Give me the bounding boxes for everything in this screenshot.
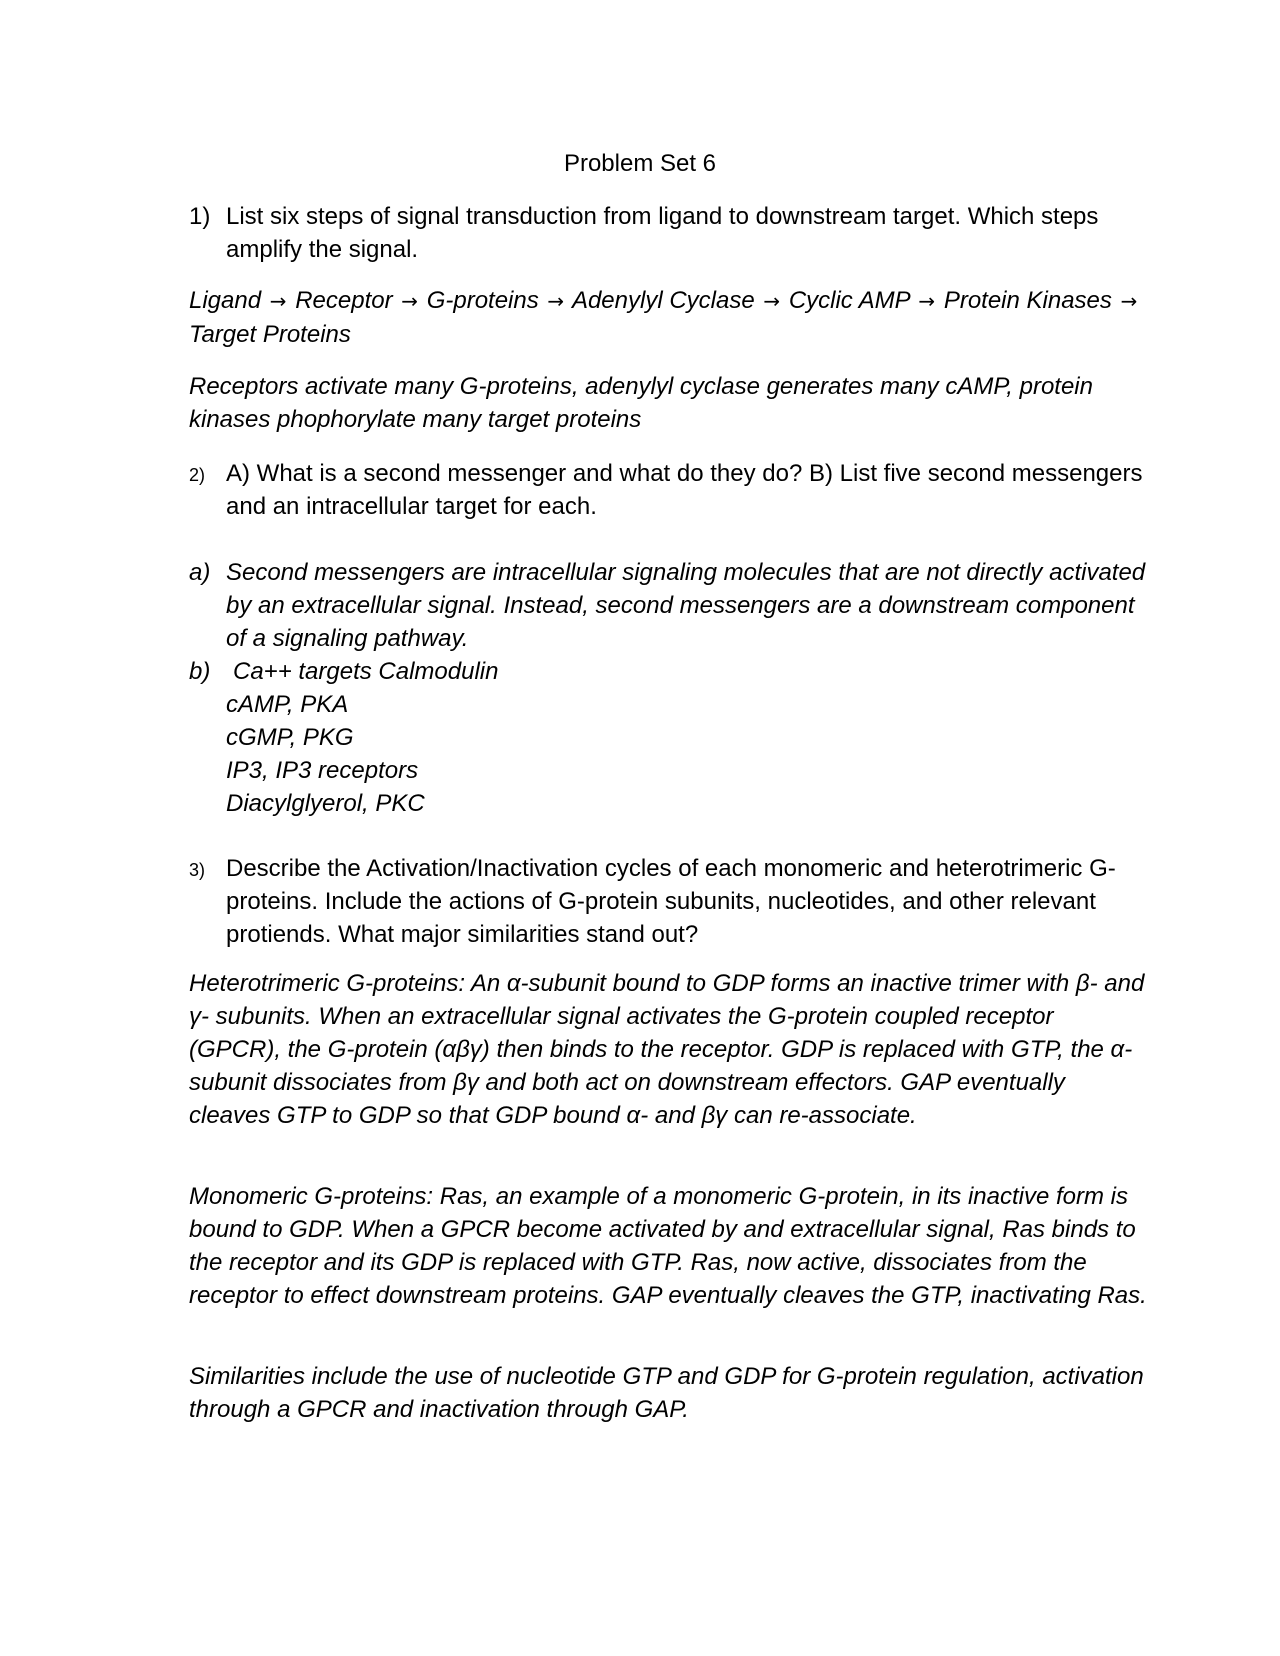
monomeric-answer: Monomeric G-proteins: Ras, an example of a monomeric G-protein, in its inactive form is bound to GDP. When a GPCR become activated by and extracellular signal, Ras binds to the receptor and its GDP is replaced with GTP. Ras, now active, dissociates from the receptor to effect downstream proteins. GAP eventually cleaves the GTP, inactivating Ras. bbox=[189, 1183, 1147, 1309]
question-text: A) What is a second messenger and what do they do? B) List five second messengers and an intracellular target for each. bbox=[226, 460, 1143, 520]
answer-marker: b) bbox=[189, 658, 211, 685]
arrow-right-icon: → bbox=[401, 289, 419, 313]
list-item: Diacylglyerol, PKC bbox=[226, 790, 425, 817]
heterotrimeric-answer: Heterotrimeric G-proteins: An α-subunit bound to GDP forms an inactive trimer with β- and γ- subunits. When an extracellular signal activates the G-protein coupled receptor (GPCR), the G-protein (αβγ) then binds to the receptor. GDP is replaced with GTP, the α-subunit dissociates from βγ and both act on downstream effectors. GAP eventually cleaves GTP to GDP so that GDP bound α- and βγ can re-associate. bbox=[189, 970, 1145, 1129]
arrow-right-icon: → bbox=[918, 289, 936, 313]
list-item: IP3, IP3 receptors bbox=[226, 757, 419, 784]
answer-marker: a) bbox=[189, 559, 211, 586]
arrow-right-icon: → bbox=[269, 289, 287, 313]
question-number: 1) bbox=[189, 203, 211, 230]
similarities-answer: Similarities include the use of nucleotide GTP and GDP for G-protein regulation, activation through a GPCR and inactivation through GAP. bbox=[189, 1363, 1144, 1423]
question-text: Describe the Activation/Inactivation cycles of each monomeric and heterotrimeric G-proteins. Include the actions of G-protein subunits, nucleotides, and other relevant protiends. What major similarities stand out? bbox=[226, 855, 1116, 948]
list-item: Ca++ targets Calmodulin bbox=[233, 658, 499, 685]
question-number: 3) bbox=[189, 860, 206, 880]
pathway-step: Ligand bbox=[189, 287, 262, 314]
answer-2b bbox=[189, 655, 1149, 820]
pathway-step: Target Proteins bbox=[189, 321, 351, 348]
list-item: cGMP, PKG bbox=[226, 724, 354, 751]
pathway-step: Protein Kinases bbox=[943, 287, 1112, 314]
answer-text: Second messengers are intracellular signaling molecules that are not directly activated by an extracellular signal. Instead, second messengers are a downstream component of a signaling pathway. bbox=[226, 559, 1146, 652]
arrow-right-icon: → bbox=[763, 289, 781, 313]
question-3 bbox=[189, 852, 1149, 951]
amplification-answer: Receptors activate many G-proteins, adenylyl cyclase generates many cAMP, protein kinases phophorylate many target proteins bbox=[189, 373, 1093, 433]
pathway-answer bbox=[189, 284, 1149, 351]
pathway-step: Adenylyl Cyclase bbox=[571, 287, 755, 314]
list-item: cAMP, PKA bbox=[226, 691, 349, 718]
question-2 bbox=[189, 457, 1149, 523]
answer-2a bbox=[189, 556, 1149, 655]
question-1 bbox=[189, 200, 1149, 266]
pathway-step: Receptor bbox=[295, 287, 393, 314]
arrow-right-icon: → bbox=[547, 289, 565, 313]
question-number: 2) bbox=[189, 465, 206, 485]
pathway-step: G-proteins bbox=[426, 287, 539, 314]
pathway-step: Cyclic AMP bbox=[788, 287, 910, 314]
messenger-list bbox=[226, 655, 1149, 820]
question-text: List six steps of signal transduction from ligand to downstream target. Which steps amplify the signal. bbox=[226, 203, 1099, 263]
page-title: Problem Set 6 bbox=[563, 150, 717, 177]
arrow-right-icon: → bbox=[1120, 289, 1138, 313]
